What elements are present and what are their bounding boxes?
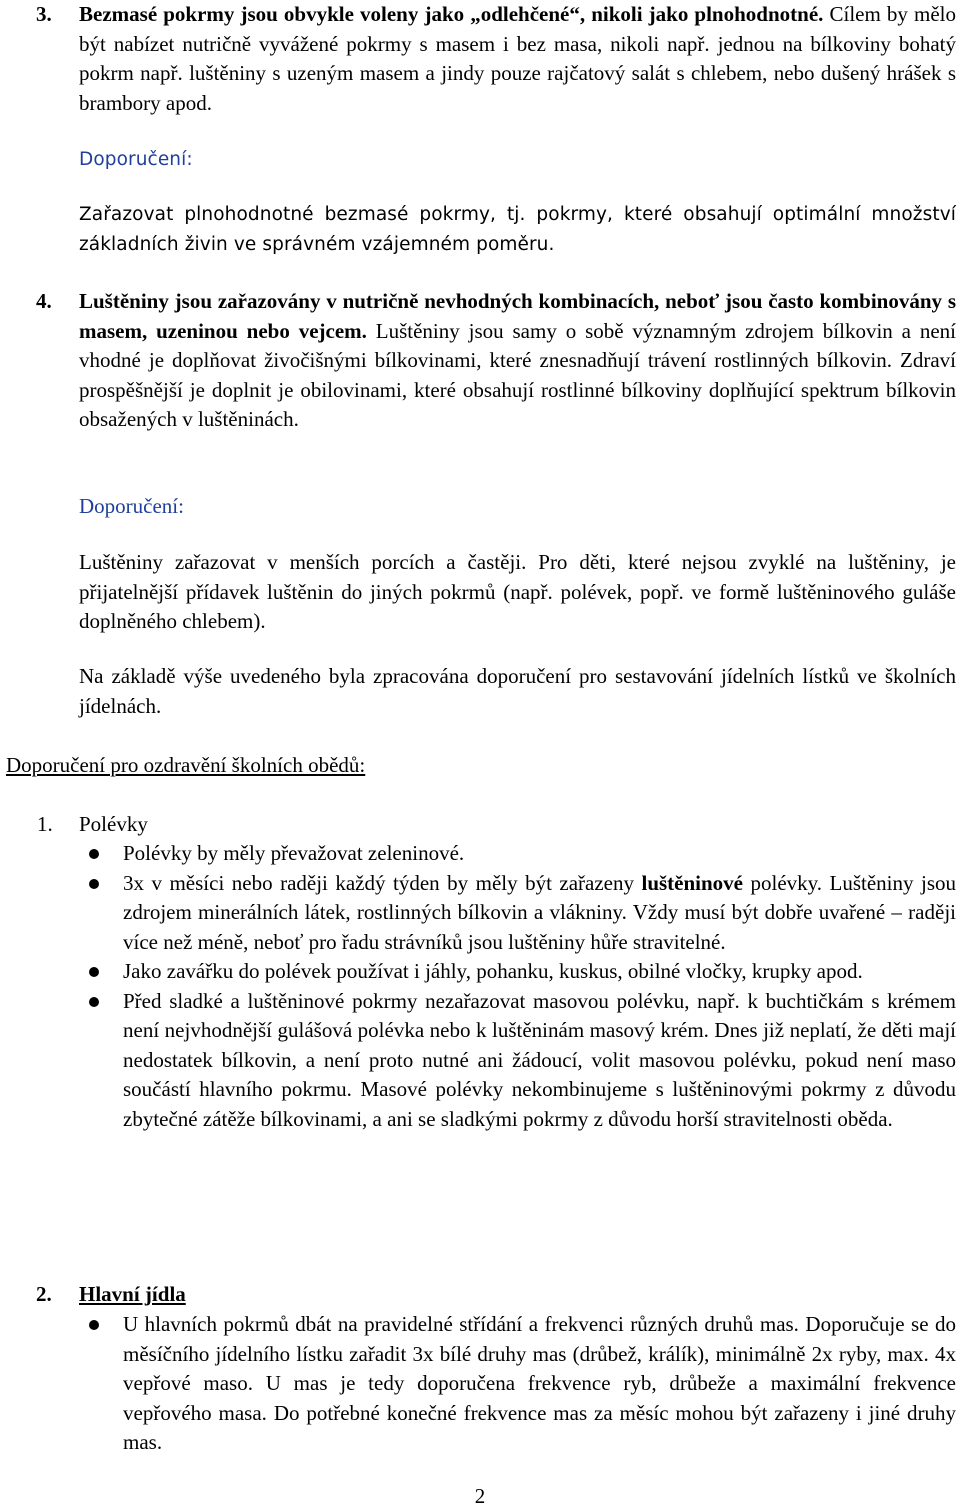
- page-number: 2: [474, 1484, 486, 1508]
- list-item-text: Polévky by měly převažovat zeleninové.: [123, 841, 465, 865]
- recommendation-2-text: Luštěniny zařazovat v menších porcích a častěji. Pro děti, které nejsou zvyklé na luštěniny, je přijatelnější přídavek luštěnin do jiných pokrmů (např. polévek, popř. ve formě luštěninového guláše doplněného chlebem).: [79, 550, 956, 633]
- point-3-number: 3.: [36, 2, 52, 26]
- list-item-text-continued: polévky. Luštěniny jsou zdrojem minerálních látek, rostlinných bílkovin a vlákniny. Vždy musí být dobře uvařené – raději více než méně, neboť pro řadu strávníků jsou luštěniny hůře stravitelné.: [123, 870, 956, 954]
- bullet-icon: [89, 1320, 99, 1330]
- list-item-text: 3x v měsíci nebo raději každý týden by měly být zařazeny: [123, 870, 642, 895]
- soups-title: Polévky: [79, 812, 148, 836]
- section-title: Doporučení pro ozdravění školních obědů:: [6, 753, 366, 777]
- recommendation-1-heading: Doporučení:: [79, 149, 193, 170]
- point-4-number: 4.: [36, 289, 52, 313]
- list-item: [79, 839, 956, 869]
- mains-list: [79, 1310, 956, 1458]
- list-item-text: U hlavních pokrmů dbát na pravidelné střídání a frekvenci různých druhů mas. Doporučuje se do měsíčního jídelního lístku zařadit 3x bílé druhy mas (drůbež, králík), minimálně 2x ryby, max. 4x vepřové maso. U mas je tedy doporučena frekvence ryb, drůbeže a maximální frekvence vepřového masa. Do potřebné konečné frekvence mas za měsíc mohou být zařazeny i jiné druhy mas.: [123, 1312, 956, 1454]
- list-item: [79, 957, 956, 987]
- list-item: [79, 1310, 956, 1458]
- list-item: [79, 987, 956, 1135]
- point-4-paragraph: [79, 287, 956, 435]
- recommendation-2-heading: Doporučení:: [79, 494, 184, 518]
- recommendation-1-text: Zařazovat plnohodnotné bezmasé pokrmy, tj. pokrmy, které obsahují optimální množství základních živin ve správném vzájemném poměru.: [79, 204, 956, 255]
- point-3-text: Cílem by mělo být nabízet nutričně vyvážené pokrmy s masem i bez masa, nikoli např. jednou na bílkoviny bohatý pokrm např. luštěniny s uzeným masem a jindy pouze rajčatový salát s chlebem, nebo dušený hrášek s brambory apod.: [79, 2, 956, 115]
- soups-list: [79, 839, 956, 1134]
- point-4-bold: Luštěniny jsou zařazovány v nutričně nevhodných kombinacích, neboť jsou často kombinovány s masem, uzeninou nebo vejcem.: [79, 289, 956, 343]
- bullet-icon: [89, 879, 99, 889]
- point-4-text: Luštěniny jsou samy o sobě významným zdrojem bílkovin a není vhodné je doplňovat živočišnými bílkovinami, které znesnadňují trávení rostlinných bílkovin. Zdraví prospěšnější je doplnit je obilovinami, které obsahují rostlinné bílkoviny doplňující spektrum bílkovin obsažených v luštěninách.: [79, 318, 956, 431]
- point-3-paragraph: [79, 0, 956, 118]
- bullet-icon: [89, 967, 99, 977]
- mains-title: Hlavní jídla: [79, 1282, 186, 1306]
- list-item: [79, 869, 956, 958]
- soups-number: 1.: [37, 812, 53, 836]
- summary-paragraph: Na základě výše uvedeného byla zpracována doporučení pro sestavování jídelních lístků ve školních jídelnách.: [79, 664, 956, 718]
- point-3-bold: Bezmasé pokrmy jsou obvykle voleny jako „odlehčené“, nikoli jako plnohodnotné.: [79, 2, 824, 26]
- list-item-text: Jako zavářku do polévek používat i jáhly, pohanku, kuskus, obilné vločky, krupky apod.: [123, 959, 863, 983]
- bullet-icon: [89, 849, 99, 859]
- list-item-text: Před sladké a luštěninové pokrmy nezařazovat masovou polévku, např. k buchtičkám s krémem není nejvhodnější gulášová polévka nebo k luštěninám masový krém. Dnes již neplatí, že děti mají nedostatek bílkovin, a není proto nutné ani žádoucí, volit masovou polévku, pokud není maso součástí hlavního pokrmu. Masové polévky nekombinujeme s luštěninovými pokrmy z důvodu zbytečné zátěže bílkovinami, a ani se sladkými pokrmy z důvodu horší stravitelnosti oběda.: [123, 988, 956, 1131]
- list-item-bold-text: luštěninové: [641, 870, 743, 895]
- mains-number: 2.: [36, 1282, 52, 1306]
- bullet-icon: [89, 997, 99, 1007]
